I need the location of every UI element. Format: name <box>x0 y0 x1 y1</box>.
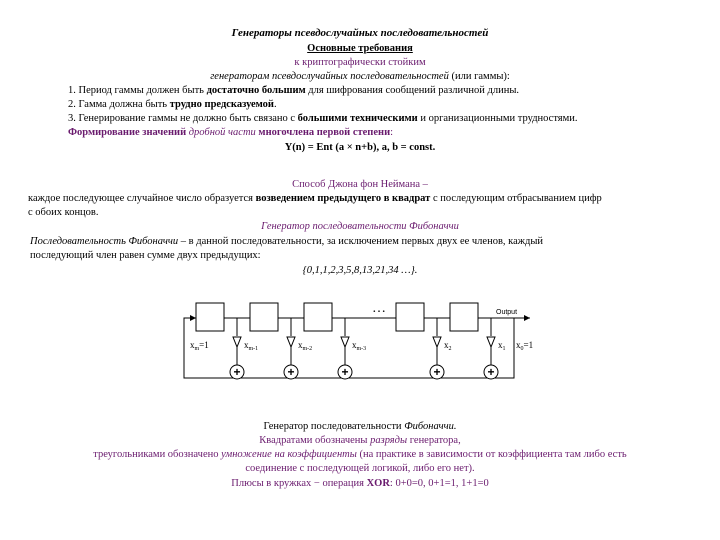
requirements-heading-2: к криптографически стойким <box>294 57 426 68</box>
caption-line-2: Квадратами обозначены разряды генератора, <box>259 435 461 446</box>
multiplier-triangle-3 <box>341 337 349 347</box>
register-cell-1 <box>196 303 224 331</box>
register-cell-4 <box>396 303 424 331</box>
fraction-heading: Формирование значений дробной части многочлена первой степени: <box>68 127 394 138</box>
fibonacci-title: Генератор последовательности Фибоначчи <box>261 221 459 232</box>
label-x-1: $x_1$ <box>498 340 506 352</box>
fibonacci-definition: Последовательность Фибоначчи – в данной последовательности, за исключением первых двух ее членов, каждый <box>30 236 544 247</box>
requirements-heading-1: Основные требования <box>307 43 413 54</box>
label-x-m-1: $x_{m-1}$ <box>244 340 259 352</box>
multiplier-triangle-2 <box>287 337 295 347</box>
requirement-2: 2. Гамма должна быть трудно предсказуемой. <box>68 99 277 110</box>
xor-plus-1: + <box>233 365 241 379</box>
caption-line-1: Генератор последовательности Фибоначчи. <box>263 421 457 432</box>
neumann-text-2: с обоих концов. <box>28 207 99 218</box>
requirement-3: 3. Генерирование гаммы не должно быть связано с большими техническими и организационными трудностями. <box>68 113 578 124</box>
register-cell-5 <box>450 303 478 331</box>
neumann-text-1: каждое последующее случайное число образуется возведением предыдущего в квадрат с последующим отбрасыванием цифр <box>28 193 602 204</box>
xor-plus-5: + <box>487 365 495 379</box>
fibonacci-definition-2: последующий член равен сумме двух предыдущих: <box>30 250 261 261</box>
multiplier-triangle-1 <box>233 337 241 347</box>
requirement-1: 1. Период гаммы должен быть достаточно большим для шифрования сообщений различной длины. <box>68 85 520 96</box>
xor-plus-4: + <box>433 365 441 379</box>
output-label: Output <box>496 309 518 316</box>
register-cell-2 <box>250 303 278 331</box>
xor-plus-3: + <box>341 365 349 379</box>
caption-line-5: Плюсы в кружках − операция XOR: 0+0=0, 0+1=1, 1+1=0 <box>231 478 489 489</box>
gamma-note: (или гаммы): <box>448 71 510 82</box>
page-title: Генераторы псевдослучайных последовательностей <box>231 27 489 39</box>
register-cell-3 <box>304 303 332 331</box>
generators-italic: генераторам псевдослучайных последовательностей <box>210 71 449 82</box>
label-x-2: $x_2$ <box>444 340 452 352</box>
label-x-0: $x_0=1$ <box>516 340 534 352</box>
fibonacci-sequence: {0,1,1,2,3,5,8,13,21,34 …}. <box>302 265 418 276</box>
label-x-m-3: $x_{m-3}$ <box>352 340 367 352</box>
label-x-m-2: $x_{m-2}$ <box>298 340 313 352</box>
fraction-formula: Y(n) = Ent (a × n+b), a, b = const. <box>284 142 436 153</box>
register-ellipsis: … <box>372 301 386 316</box>
caption-line-3: треугольниками обозначено умножение на коэффициенты (на практике в зависимости от коэффициента там либо есть <box>93 449 627 460</box>
label-x-m: $x_m=1$ <box>190 340 209 352</box>
xor-plus-2: + <box>287 365 295 379</box>
multiplier-triangle-4 <box>433 337 441 347</box>
neumann-title: Способ Джона фон Неймана – <box>292 179 428 190</box>
multiplier-triangle-5 <box>487 337 495 347</box>
caption-line-4: соединение с последующей логикой, либо его нет). <box>245 463 475 474</box>
